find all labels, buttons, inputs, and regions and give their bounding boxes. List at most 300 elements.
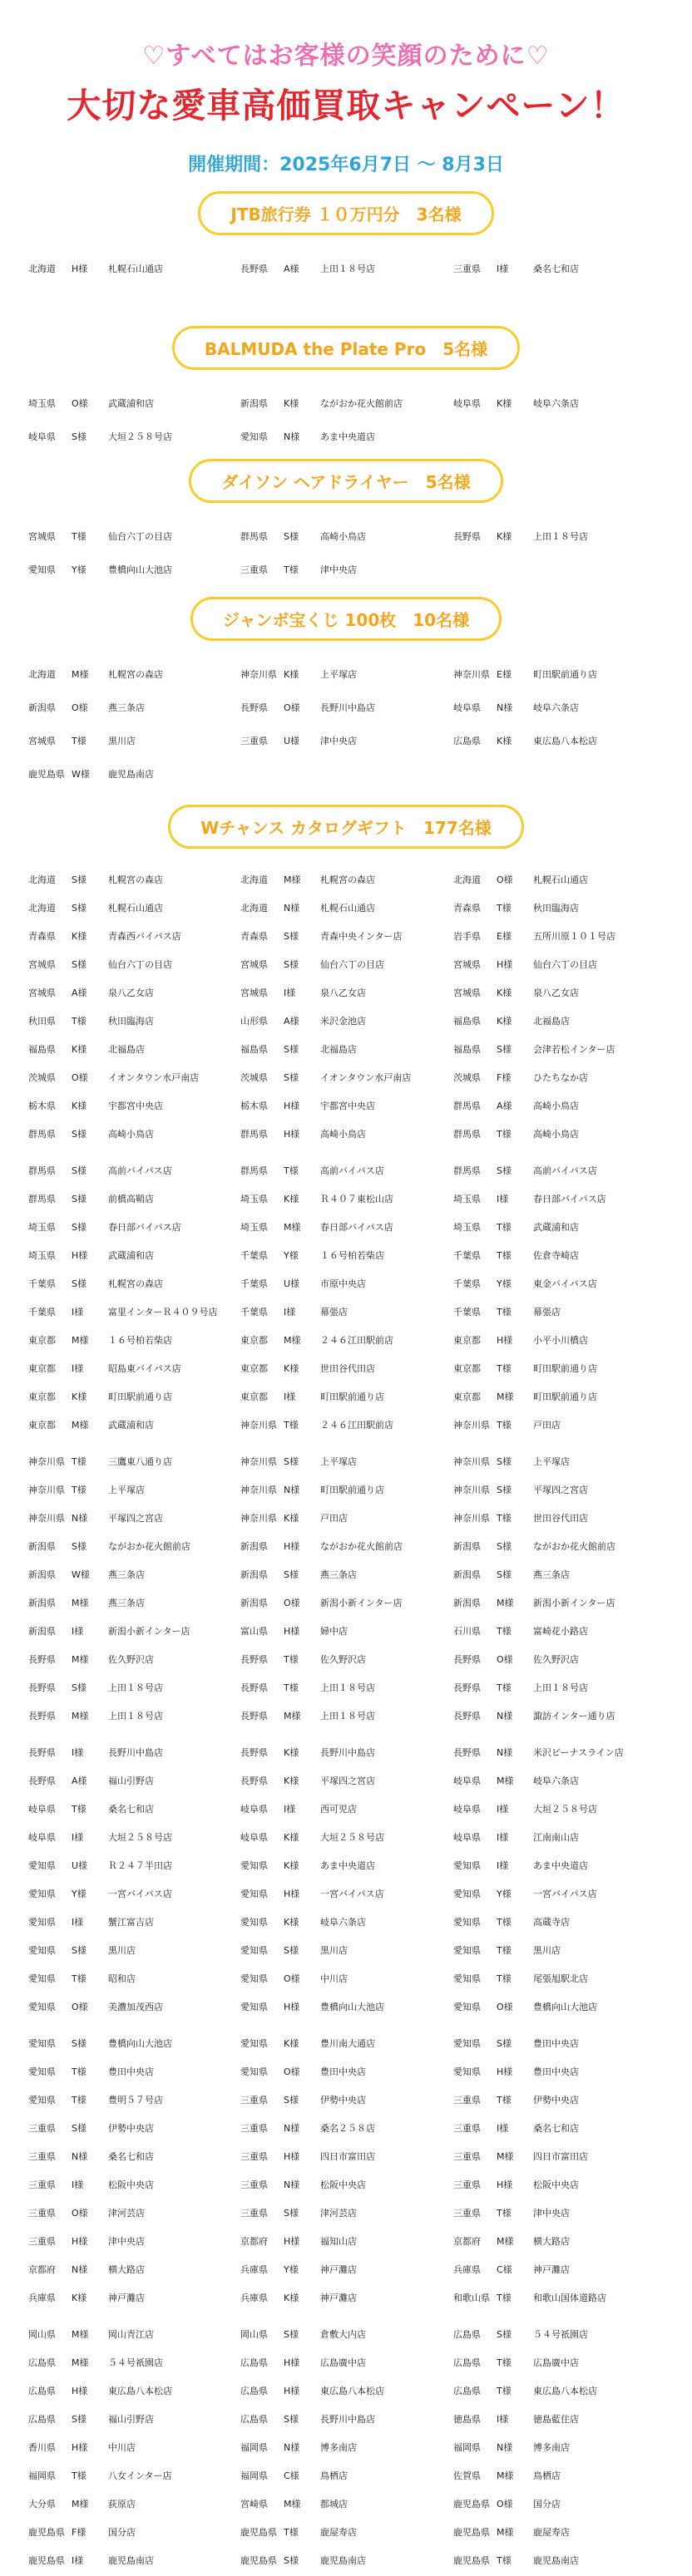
store-name: イオンタウン水戸南店	[108, 1072, 200, 1083]
winner-name: H様	[497, 2180, 513, 2190]
winner-entry	[240, 1362, 453, 1375]
winner-entry	[240, 262, 453, 275]
winner-name: K様	[284, 1860, 299, 1871]
store-name: 燕三条店	[533, 1569, 570, 1580]
winner-name: I様	[497, 2123, 509, 2134]
winner-entry	[240, 701, 453, 714]
winner-entry	[240, 2356, 453, 2369]
winner-row	[28, 420, 692, 453]
winner-entry	[28, 901, 240, 914]
winner-name: S様	[284, 2208, 299, 2219]
prefecture: 福島県	[453, 1044, 481, 1055]
winner-row	[28, 1354, 692, 1382]
winner-name: H様	[284, 2236, 300, 2247]
prefecture: 千葉県	[240, 1307, 268, 1318]
prefecture: 愛知県	[28, 2095, 56, 2106]
store-name: 上田１８号店	[533, 531, 588, 542]
winner-entry	[28, 2525, 240, 2539]
winner-entry	[28, 1305, 240, 1318]
winner-entry	[28, 1746, 240, 1759]
store-name: 戸田店	[533, 1420, 561, 1431]
store-name: 松阪中央店	[320, 2180, 366, 2190]
store-name: 豊橋向山大池店	[108, 2038, 172, 2049]
prefecture: 愛知県	[453, 1860, 481, 1871]
winner-name: C様	[497, 2264, 512, 2275]
store-name: 一宮バイパス店	[533, 1889, 597, 1899]
winner-entry	[240, 1014, 453, 1027]
prefecture: 愛知県	[453, 1945, 481, 1956]
prefecture: 群馬県	[453, 1129, 481, 1140]
winner-entry	[453, 1943, 665, 1957]
winner-entry	[453, 2291, 665, 2304]
store-name: 昭島東バイパス店	[108, 1363, 181, 1374]
store-name: Ｒ２４７半田店	[108, 1860, 172, 1871]
store-name: ５４号祇園店	[533, 2329, 588, 2340]
winner-entry	[240, 1220, 453, 1234]
winner-entry	[453, 986, 665, 999]
winner-entry	[453, 1709, 665, 1722]
prefecture: 神奈川県	[240, 669, 277, 680]
winner-name: N様	[497, 2442, 513, 2453]
winner-name: M様	[284, 1222, 301, 1233]
prefecture: 埼玉県	[28, 1222, 56, 1233]
prefecture: 愛知県	[453, 2066, 481, 2077]
winner-entry	[453, 1624, 665, 1638]
prefecture: 長野県	[240, 1776, 268, 1786]
winner-name: K様	[72, 1391, 87, 1402]
winner-name: T様	[497, 1513, 512, 1524]
winner-name: T様	[497, 2293, 512, 2303]
prefecture: 愛知県	[28, 1917, 56, 1928]
prefecture: 長野県	[453, 1711, 481, 1721]
winner-name: T様	[497, 1250, 512, 1261]
prefecture: 広島県	[240, 2357, 268, 2368]
store-name: 都城店	[320, 2499, 348, 2510]
winner-entry	[240, 1042, 453, 1056]
winner-name: T様	[497, 2208, 512, 2219]
winner-name: S様	[284, 1044, 299, 1055]
winner-row	[28, 1588, 692, 1617]
winner-name: S様	[284, 1569, 299, 1580]
store-name: 鹿児島南店	[108, 2555, 154, 2566]
winner-name: T様	[497, 2095, 512, 2106]
store-name: 徳島藍住店	[533, 2414, 579, 2425]
prefecture: 福岡県	[240, 2442, 268, 2453]
prefecture: 茨城県	[453, 1072, 481, 1083]
prefecture: 神奈川県	[28, 1485, 65, 1495]
store-name: 武蔵浦和店	[108, 1250, 154, 1261]
winner-entry	[240, 1455, 453, 1468]
winner-entry	[240, 1483, 453, 1496]
store-name: 大垣２５８号店	[108, 431, 172, 442]
winner-name: H様	[284, 1129, 300, 1140]
winner-name: O様	[72, 1072, 88, 1083]
winner-entry	[28, 2037, 240, 2050]
winner-entry	[28, 2384, 240, 2397]
winner-name: S様	[497, 1044, 512, 1055]
store-name: １６号柏若柴店	[320, 1250, 384, 1261]
prefecture: 宮崎県	[240, 2499, 268, 2510]
winner-name: W様	[72, 1569, 90, 1580]
prefecture: 三重県	[453, 2208, 481, 2219]
store-name: 仙台六丁の目店	[533, 959, 597, 970]
store-name: 江南南山店	[533, 1832, 579, 1843]
winner-entry	[28, 667, 240, 681]
store-name: 津中央店	[108, 2236, 145, 2247]
winner-name: M様	[72, 669, 89, 680]
winner-entry	[240, 2263, 453, 2276]
store-name: 岡山青江店	[108, 2329, 154, 2340]
winner-name: M様	[284, 1335, 301, 1346]
winner-row	[28, 1185, 692, 1213]
prefecture: 愛知県	[28, 1860, 56, 1871]
winner-entry	[28, 1220, 240, 1234]
winner-name: F様	[72, 2527, 86, 2538]
store-name: 岐阜六条店	[533, 1776, 579, 1786]
winner-name: S様	[497, 1541, 512, 1552]
prefecture: 愛知県	[240, 1945, 268, 1956]
winner-name: O様	[497, 2499, 513, 2510]
winner-entry	[453, 2065, 665, 2078]
store-name: 平塚四之宮店	[533, 1485, 588, 1495]
winner-name: H様	[497, 1335, 513, 1346]
winner-name: S様	[284, 1945, 299, 1956]
prefecture: 岐阜県	[453, 702, 481, 713]
winner-entry	[240, 1333, 453, 1347]
winner-name: H様	[497, 959, 513, 970]
winner-entry	[240, 1164, 453, 1177]
store-name: 和歌山国体道路店	[533, 2293, 606, 2303]
store-name: 津中央店	[320, 736, 357, 746]
prefecture: 北海道	[28, 903, 56, 914]
winner-entry	[453, 1746, 665, 1759]
winner-row	[28, 1908, 692, 1936]
store-name: 札幌宮の森店	[108, 874, 163, 885]
winner-entry	[240, 1972, 453, 1985]
winner-entry	[28, 1972, 240, 1985]
prefecture: 広島県	[240, 2414, 268, 2425]
prefecture: 新潟県	[453, 1541, 481, 1552]
winner-row	[28, 520, 692, 553]
prefecture: 埼玉県	[240, 1222, 268, 1233]
store-name: 横大路店	[533, 2236, 570, 2247]
prefecture: 新潟県	[453, 1598, 481, 1608]
prefecture: 愛知県	[240, 1889, 268, 1899]
store-name: 豊川南大通店	[320, 2038, 375, 2049]
winner-entry	[240, 1943, 453, 1957]
winner-entry	[453, 529, 665, 543]
prefecture: 北海道	[28, 264, 56, 274]
store-name: 町田駅前通り店	[533, 1363, 597, 1374]
winner-entry	[28, 1249, 240, 1262]
store-name: 武蔵浦和店	[108, 398, 154, 409]
winner-entry	[28, 2206, 240, 2219]
store-name: 高蔵寺店	[533, 1917, 570, 1928]
winner-entry	[240, 2150, 453, 2163]
winner-entry	[28, 2441, 240, 2454]
winner-entry	[453, 1042, 665, 1056]
winner-entry	[28, 1333, 240, 1347]
winner-entry	[28, 2000, 240, 2013]
store-name: 東広島八本松店	[533, 2386, 597, 2396]
prefecture: 三重県	[453, 2095, 481, 2106]
winner-name: S様	[284, 2329, 299, 2340]
winner-row	[28, 2461, 692, 2490]
store-name: 会津若松インター店	[533, 1044, 615, 1055]
winner-name: T様	[284, 2527, 299, 2538]
store-name: 青森西バイパス店	[108, 931, 181, 942]
prefecture: 愛知県	[28, 2002, 56, 2012]
winner-entry	[240, 1418, 453, 1431]
store-name: 伊勢中央店	[320, 2095, 366, 2106]
winner-entry	[240, 986, 453, 999]
store-name: 美濃加茂西店	[108, 2002, 163, 2012]
winner-entry	[240, 667, 453, 681]
campaign-period: 開催期間：2025年6月7日 ～ 8月3日	[188, 155, 504, 175]
winner-name: N様	[497, 702, 513, 713]
prefecture: 岐阜県	[28, 1832, 56, 1843]
prefecture: 栃木県	[28, 1101, 56, 1111]
winner-name: O様	[72, 2208, 88, 2219]
prefecture: 神奈川県	[28, 1513, 65, 1524]
prefecture: 埼玉県	[240, 1194, 268, 1204]
winner-name: H様	[72, 1250, 88, 1261]
store-name: 上田１８号店	[320, 1682, 375, 1693]
store-name: 岐阜六条店	[320, 1917, 366, 1928]
prefecture: 新潟県	[28, 1541, 56, 1552]
prefecture: 長野県	[240, 1682, 268, 1693]
prefecture: 広島県	[453, 736, 481, 746]
winner-entry	[453, 2356, 665, 2369]
winner-name: O様	[284, 1973, 300, 1984]
store-name: 上田１８号店	[320, 1711, 375, 1721]
prefecture: 愛知県	[453, 1917, 481, 1928]
prefecture: 青森県	[28, 931, 56, 942]
store-name: 高崎小鳥店	[320, 1129, 366, 1140]
store-name: 津河芸店	[108, 2208, 145, 2219]
store-name: 上田１８号店	[108, 1711, 163, 1721]
store-name: 泉八乙女店	[320, 988, 366, 998]
winner-entry	[453, 1972, 665, 1985]
winner-name: T様	[497, 1307, 512, 1318]
winner-entry	[28, 734, 240, 747]
store-name: ５４号祇園店	[108, 2357, 163, 2368]
winner-row	[28, 1532, 692, 1560]
store-name: 岐阜六条店	[533, 398, 579, 409]
store-name: 仙台六丁の目店	[108, 959, 172, 970]
winner-entry	[453, 873, 665, 886]
winner-name: T様	[72, 2066, 86, 2077]
winner-entry	[240, 873, 453, 886]
prefecture: 愛知県	[28, 1973, 56, 1984]
prefecture: 宮城県	[28, 988, 56, 998]
winner-name: I様	[284, 1391, 296, 1402]
store-name: ながおか花火館前店	[533, 1541, 615, 1552]
prefecture: 東京都	[453, 1335, 481, 1346]
prefecture: 群馬県	[28, 1165, 56, 1176]
prefecture: 宮城県	[240, 959, 268, 970]
winner-name: H様	[284, 2386, 300, 2396]
winner-entry	[240, 2037, 453, 2050]
winner-entry	[28, 1483, 240, 1496]
winner-row	[28, 2320, 692, 2348]
winner-row	[28, 658, 692, 691]
store-name: 黒川店	[108, 736, 136, 746]
winner-entry	[453, 2384, 665, 2397]
winner-entry	[28, 2178, 240, 2191]
store-name: 武蔵浦和店	[533, 1222, 579, 1233]
winner-entry	[453, 2178, 665, 2191]
prefecture: 兵庫県	[240, 2264, 268, 2275]
prefecture: 神奈川県	[453, 1456, 490, 1467]
winner-row	[28, 2405, 692, 2433]
prefecture: 東京都	[28, 1420, 56, 1431]
winner-entry	[28, 1511, 240, 1524]
winner-block	[0, 1447, 692, 1730]
prefecture: 長野県	[28, 1682, 56, 1693]
winner-name: N様	[72, 2151, 88, 2162]
winner-name: S様	[72, 1165, 86, 1176]
store-name: 町田駅前通り店	[320, 1485, 384, 1495]
winner-entry	[453, 1802, 665, 1815]
store-name: 八女インター店	[108, 2470, 172, 2481]
store-name: 婦中店	[320, 1626, 348, 1637]
prefecture: 埼玉県	[28, 398, 56, 409]
store-name: 鹿児島南店	[320, 2555, 366, 2566]
prefecture: 長野県	[28, 1711, 56, 1721]
prize-title: Wチャンス カタログギフト 177名様	[168, 805, 524, 849]
prefecture: 三重県	[28, 2180, 56, 2190]
winner-row	[28, 1091, 692, 1120]
store-name: 幕張店	[533, 1307, 561, 1318]
store-name: 佐久野沢店	[533, 1654, 579, 1665]
winner-name: N様	[284, 2442, 300, 2453]
prefecture: 北海道	[28, 669, 56, 680]
winner-row	[28, 2348, 692, 2377]
prefecture: 富山県	[240, 1626, 268, 1637]
winner-entry	[240, 1511, 453, 1524]
winner-row	[28, 1560, 692, 1588]
winner-entry	[28, 1164, 240, 1177]
store-name: 福山引野店	[108, 1776, 154, 1786]
winner-entry	[28, 1362, 240, 1375]
winner-entry	[240, 1568, 453, 1581]
store-name: 町田駅前通り店	[533, 669, 597, 680]
prefecture: 千葉県	[453, 1278, 481, 1289]
winner-name: Y様	[284, 2264, 299, 2275]
winner-entry	[453, 1539, 665, 1553]
winner-name: Y様	[497, 1278, 512, 1289]
store-name: 大垣２５８号店	[533, 1804, 597, 1815]
winner-name: M様	[72, 1420, 89, 1431]
winner-name: I様	[284, 1804, 296, 1815]
prefecture: 鹿児島県	[240, 2555, 277, 2566]
winner-name: S様	[284, 2555, 299, 2566]
winner-row	[28, 865, 692, 894]
winner-name: M様	[72, 2499, 89, 2510]
store-name: 国分店	[108, 2527, 136, 2538]
prefecture: 青森県	[453, 903, 481, 914]
prefecture: 茨城県	[28, 1072, 56, 1083]
prefecture: 岐阜県	[28, 1804, 56, 1815]
winner-name: N様	[284, 2180, 300, 2190]
winner-entry	[240, 1774, 453, 1787]
winner-name: S様	[497, 2329, 512, 2340]
winner-entry	[453, 1071, 665, 1084]
winner-entry	[453, 1305, 665, 1318]
prefecture: 岐阜県	[453, 1832, 481, 1843]
store-name: 富里インターＲ４０９号店	[108, 1307, 218, 1318]
winner-name: N様	[72, 1513, 88, 1524]
prefecture: 北海道	[28, 874, 56, 885]
store-name: 高崎小鳥店	[108, 1129, 154, 1140]
winner-entry	[453, 1014, 665, 1027]
prefecture: 鹿児島県	[28, 769, 65, 780]
winner-name: I様	[284, 1307, 296, 1318]
winner-entry	[453, 1390, 665, 1403]
winner-entry	[28, 2356, 240, 2369]
winner-name: T様	[497, 1917, 512, 1928]
store-name: 諏訪インター通り店	[533, 1711, 615, 1721]
winner-name: N様	[284, 1485, 300, 1495]
prefecture: 長野県	[453, 1747, 481, 1758]
winner-entry	[28, 2093, 240, 2106]
winner-entry	[28, 2291, 240, 2304]
winner-name: T様	[497, 1363, 512, 1374]
winner-entry	[453, 1127, 665, 1140]
prefecture: 秋田県	[28, 1016, 56, 1027]
prefecture: 栃木県	[240, 1101, 268, 1111]
winner-entry	[453, 1774, 665, 1787]
store-name: 五所川原１０１号店	[533, 931, 615, 942]
winner-entry	[28, 1418, 240, 1431]
store-name: 高崎小鳥店	[533, 1101, 579, 1111]
winner-name: S様	[284, 1456, 299, 1467]
store-name: 新潟小新インター店	[533, 1598, 615, 1608]
winner-name: K様	[72, 1101, 87, 1111]
prefecture: 宮城県	[240, 988, 268, 998]
winner-entry	[28, 1099, 240, 1112]
store-name: ２４６江田駅前店	[320, 1335, 393, 1346]
winner-name: O様	[72, 398, 88, 409]
store-name: 燕三条店	[108, 702, 145, 713]
winner-name: T様	[72, 2095, 86, 2106]
winner-entry	[453, 1681, 665, 1694]
store-name: 東広島八本松店	[533, 736, 597, 746]
store-name: 神戸灘店	[320, 2293, 357, 2303]
store-name: 高前バイパス店	[320, 1165, 384, 1176]
winner-name: S様	[72, 2038, 86, 2049]
winner-name: C様	[284, 2470, 299, 2481]
winner-row	[28, 1326, 692, 1354]
store-name: 広島廣中店	[320, 2357, 366, 2368]
winner-entry	[453, 2497, 665, 2510]
winner-name: S様	[284, 531, 299, 542]
winner-entry	[453, 1277, 665, 1290]
winner-name: I様	[497, 1194, 509, 1204]
store-name: あま中央道店	[320, 431, 375, 442]
prize-section	[0, 191, 692, 285]
winner-entry	[240, 1746, 453, 1759]
winner-row	[28, 2086, 692, 2114]
store-name: 市原中央店	[320, 1278, 366, 1289]
prefecture: 岐阜県	[240, 1804, 268, 1815]
winner-name: O様	[497, 874, 513, 885]
prefecture: 群馬県	[453, 1101, 481, 1111]
store-name: 町田駅前通り店	[533, 1391, 597, 1402]
winner-name: Y様	[284, 1250, 299, 1261]
store-name: 北福島店	[533, 1016, 570, 1027]
